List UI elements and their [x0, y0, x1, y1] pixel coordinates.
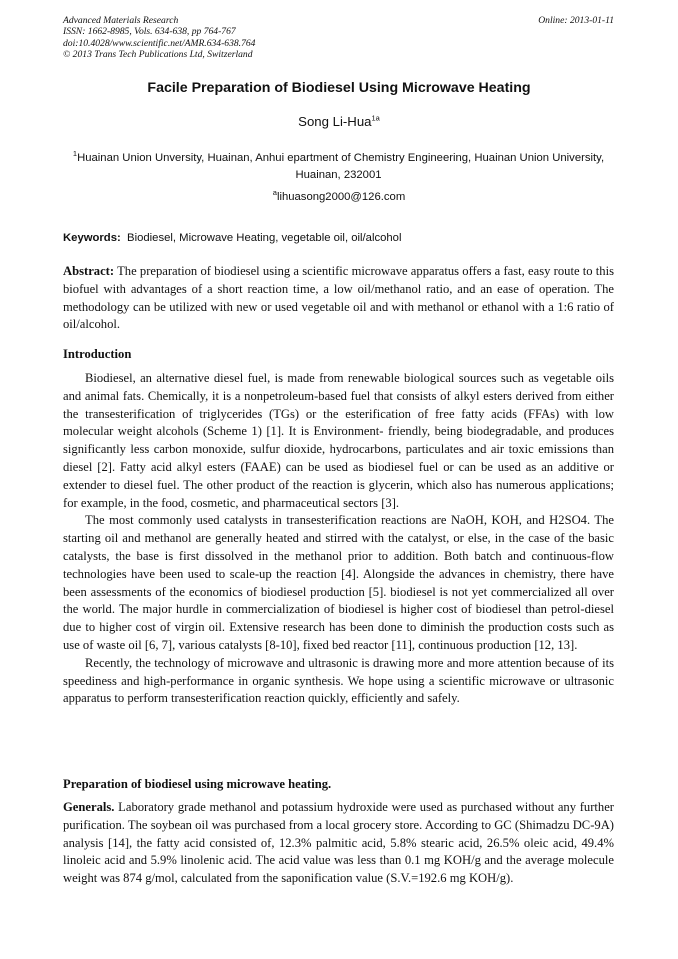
keywords-label: Keywords: — [63, 232, 121, 244]
intro-paragraph-2: The most commonly used catalysts in transesterification reactions are NaOH, KOH, and H2SO4. The starting oil and methanol are generally heated and stirred with the catalyst, or else, in the case of the basic catalysts, the base is first dissolved in the methanol prior to addition. Both batch and continuous-flow technologies have been used to scale-up the reaction [4]. Alongside the advances in chemistry, there have been assessments of the economics of biodiesel production [5]. biodiesel is not yet commercialized all over the world. The major hurdle in commercialization of biodiesel is higher cost of biodiesel than petrol-diesel due to higher cost of virgin oil. Extensive research has been done to diminish the production costs such as use of waste oil [6, 7], various catalysts [8-10], fixed bed reactor [11], continuous production [12, 13]. — [63, 513, 614, 652]
author-name: Song Li-Hua — [298, 114, 372, 129]
affiliation — [63, 150, 614, 184]
generals-text: Laboratory grade methanol and potassium hydroxide were used as purchased without any further purification. The soybean oil was purchased from a local grocery store. According to GC (Shimadzu DC-9A) analysis [14], the fatty acid consisted of, 12.3% palmitic acid, 5.8% stearic acid, 26.5% oleic acid, 49.4% linoleic acid and 5.9% linolenic acid. The acid value was less than 0.1 mg KOH/g and the average molecule weight was 874 g/mol, calculated from the saponification value (S.V.=192.6 mg KOH/g). — [63, 800, 614, 886]
copyright-line: © 2013 Trans Tech Publications Ltd, Switzerland — [63, 49, 253, 61]
affiliation-superscript: 1 — [72, 149, 78, 159]
intro-paragraph-3: Recently, the technology of microwave and ultrasonic is drawing more and more attention because of its speediness and high-performance in organic synthesis. We hope using a scientific microwave or ultrasonic apparatus to perform transesterification reaction quickly, efficiently and safely. — [63, 655, 614, 706]
author-superscript: 1a — [371, 113, 380, 123]
email-superscript: a — [272, 188, 277, 198]
author-line — [0, 114, 678, 129]
doi-line: doi:10.4028/www.scientific.net/AMR.634-638.764 — [63, 37, 256, 49]
abstract-text: The preparation of biodiesel using a scientific microwave apparatus offers a fast, easy route to this biofuel with advantages of a short reaction time, a low oil/methanol ratio, and an ease of operation. The methodology can be utilized with new or used vegetable oil and with methanol or ethanol with a 1:6 ratio of oil/alcohol. — [63, 264, 615, 332]
section-heading-introduction: Introduction — [63, 347, 132, 361]
journal-header — [63, 15, 255, 61]
intro-paragraph-1: Biodiesel, an alternative diesel fuel, is made from renewable biological sources such as vegetable oils and animal fats. Chemically, it is a nonpetroleum-based fuel that consists of alkyl esters derived from either the transesterification of triglycerides (TGs) or the esterification of free fatty acids (FFAs) with low molecular weight alcohols (Scheme 1) [1]. It is Environment- friendly, being biodegradable, and produces significantly less carbon monoxide, sulfur dioxide, hydrocarbons, particulates and air toxic emissions than diesel [2]. Fatty acid alkyl esters (FAAE) can be used as biodiesel fuel or can be used as an additive or extender to diesel fuel. The other product of the reaction is glycerin, which also has numerous applications; for example, in the food, cosmetic, and pharmaceutical sectors [3]. — [63, 371, 614, 510]
section-heading-preparation: Preparation of biodiesel using microwave heating. — [63, 777, 332, 791]
keywords — [63, 232, 614, 244]
generals-label: Generals. — [63, 800, 115, 814]
keywords-text: Biodiesel, Microwave Heating, vegetable oil, oil/alcohol — [127, 232, 402, 244]
abstract-label: Abstract: — [63, 264, 115, 278]
issn-line: ISSN: 1662-8985, Vols. 634-638, pp 764-767 — [63, 26, 236, 38]
email-line — [0, 188, 678, 203]
author-email[interactable]: lihuasong2000@126.com — [276, 191, 406, 203]
affiliation-text: Huainan Union Unversity, Huainan, Anhui epartment of Chemistry Engineering, Huainan Union University, Huainan, 232001 — [77, 152, 605, 181]
abstract — [63, 263, 614, 334]
generals-paragraph — [63, 799, 614, 888]
introduction-body — [63, 370, 614, 708]
journal-name: Advanced Materials Research — [63, 15, 179, 26]
online-date: Online: 2013-01-11 — [538, 15, 614, 26]
paper-title: Facile Preparation of Biodiesel Using Microwave Heating — [147, 80, 531, 96]
